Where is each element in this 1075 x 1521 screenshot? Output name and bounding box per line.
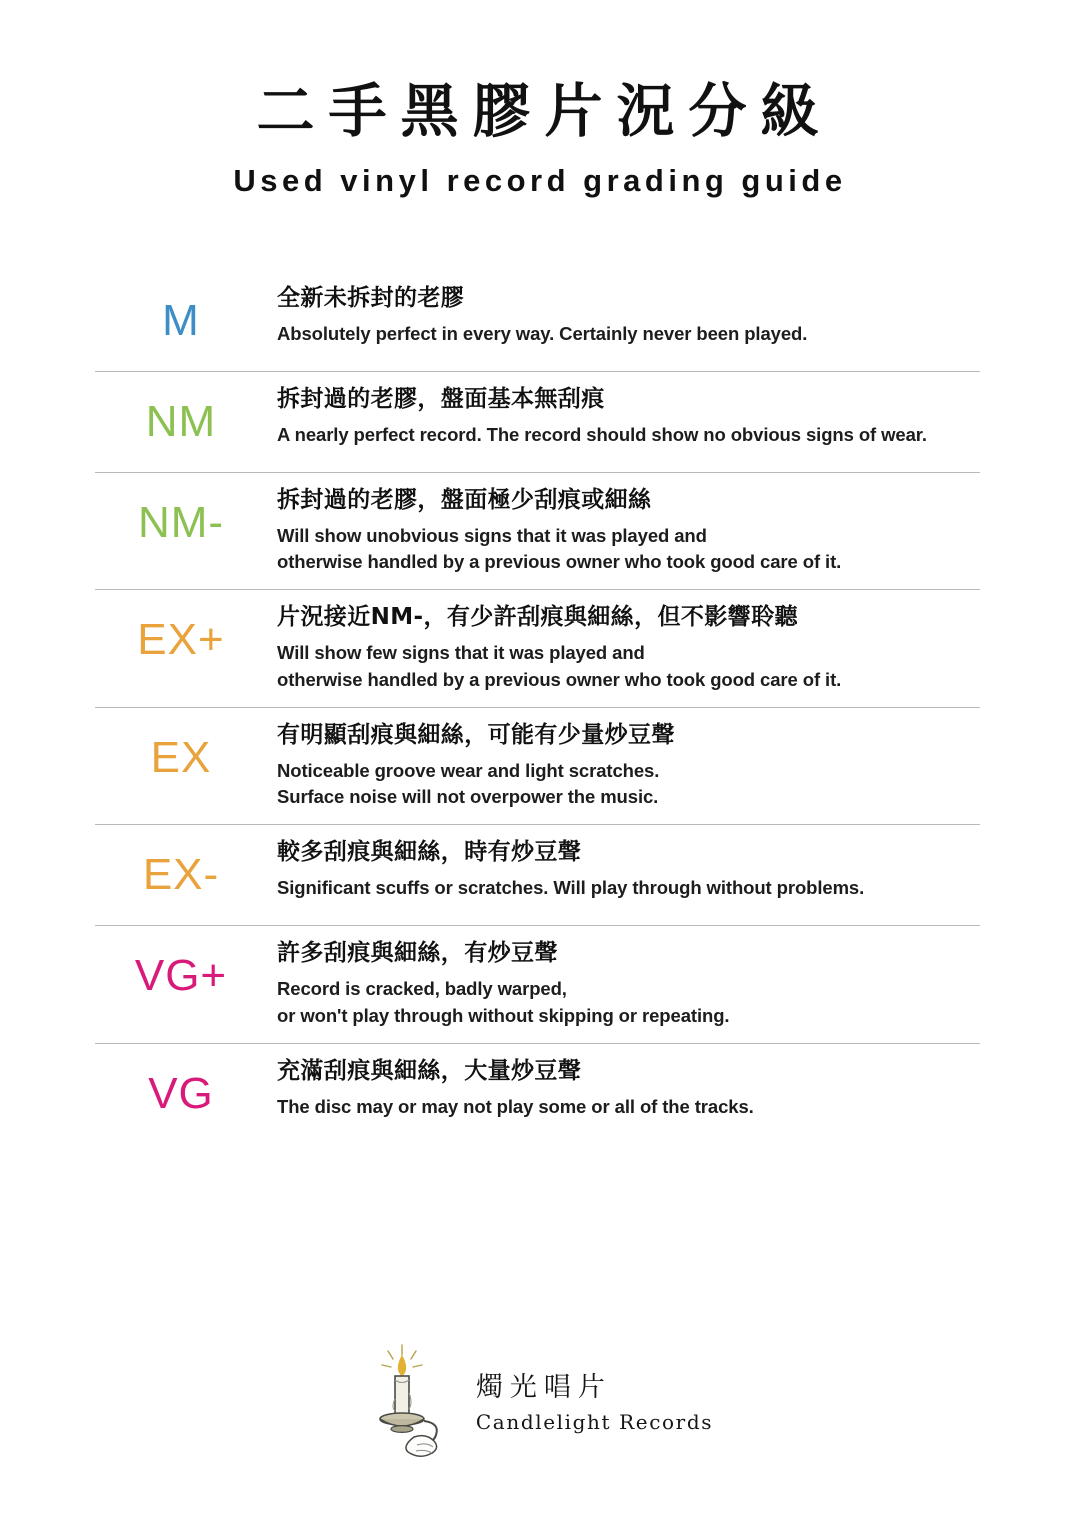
page-subtitle: Used vinyl record grading guide	[233, 162, 847, 198]
grade-description	[267, 938, 980, 1029]
grade-text-en	[277, 640, 976, 693]
grade-text-en	[277, 1094, 976, 1120]
brand-name-zh: 燭光唱片	[475, 1371, 612, 1403]
footer-logo	[0, 1341, 1075, 1459]
grade-description	[267, 384, 980, 448]
page-header	[0, 0, 1075, 199]
brand-name-en: Candlelight Records	[475, 1410, 714, 1435]
grade-text-en-line: otherwise handled by a previous owner who took good care of it.	[277, 668, 842, 690]
grade-row	[95, 271, 980, 372]
grade-text-zh: 拆封過的老膠，盤面基本無刮痕	[277, 385, 605, 412]
grade-text-en-line: Significant scuffs or scratches. Will play through without problems.	[277, 877, 865, 899]
grade-description	[267, 485, 980, 576]
grade-text-en	[277, 976, 976, 1029]
grade-text-en-line: or won't play through without skipping or repeating.	[277, 1004, 730, 1026]
grade-row	[95, 926, 980, 1044]
grade-text-zh: 許多刮痕與細絲，有炒豆聲	[277, 940, 558, 967]
grade-text-en	[277, 523, 976, 576]
grade-text-zh: 片況接近NM-，有少許刮痕與細絲，但不影響聆聽	[277, 604, 798, 631]
grade-text-zh: 全新未拆封的老膠	[277, 284, 465, 311]
grade-code: EX+	[137, 615, 225, 665]
grade-code: NM	[145, 396, 217, 446]
grade-text-zh: 較多刮痕與細絲，時有炒豆聲	[277, 839, 582, 866]
page-title: 二手黑膠片況分級	[256, 77, 833, 145]
grade-row	[95, 708, 980, 826]
grade-code: NM-	[137, 497, 225, 547]
grade-description	[267, 1056, 980, 1120]
candle-icon	[362, 1341, 458, 1459]
grade-text-en-line: Will show few signs that it was played and	[277, 642, 645, 664]
grade-code: VG	[148, 1069, 214, 1118]
grade-code: EX-	[142, 850, 220, 900]
grade-text-en-line: Will show unobvious signs that it was played and	[277, 524, 707, 546]
grade-text-zh: 充滿刮痕與細絲，大量炒豆聲	[277, 1058, 582, 1084]
grade-description	[267, 837, 980, 901]
grade-text-en	[277, 758, 976, 811]
grade-row	[95, 473, 980, 591]
brand-block	[476, 1366, 713, 1434]
grade-text-zh: 有明顯刮痕與細絲，可能有少量炒豆聲	[277, 721, 675, 748]
grade-row	[95, 372, 980, 473]
grade-text-en	[277, 875, 976, 901]
grade-code: EX	[150, 732, 212, 782]
grade-text-en-line: The disc may or may not play some or all of the tracks.	[277, 1096, 754, 1118]
grade-text-en	[277, 321, 976, 347]
grade-code: VG+	[134, 951, 228, 1001]
grade-text-en-line: A nearly perfect record. The record should show no obvious signs of wear.	[277, 423, 927, 445]
grade-text-en-line: otherwise handled by a previous owner who took good care of it.	[277, 551, 842, 572]
grade-code: M	[162, 295, 200, 345]
grade-row	[95, 590, 980, 708]
grade-text-en-line: Record is cracked, badly warped,	[277, 978, 567, 1000]
grade-text-en-line: Absolutely perfect in every way. Certainly never been played.	[277, 322, 808, 344]
grade-list	[95, 271, 980, 1144]
grade-row	[95, 825, 980, 926]
grade-description	[267, 283, 980, 347]
grade-text-en-line: Noticeable groove wear and light scratches.	[277, 759, 660, 781]
grade-text-en	[277, 422, 976, 448]
grade-text-zh: 拆封過的老膠，盤面極少刮痕或細絲	[277, 486, 652, 513]
grade-row	[95, 1044, 980, 1144]
grade-text-en-line: Surface noise will not overpower the music.	[277, 786, 659, 808]
grade-description	[267, 602, 980, 693]
grade-description	[267, 720, 980, 811]
